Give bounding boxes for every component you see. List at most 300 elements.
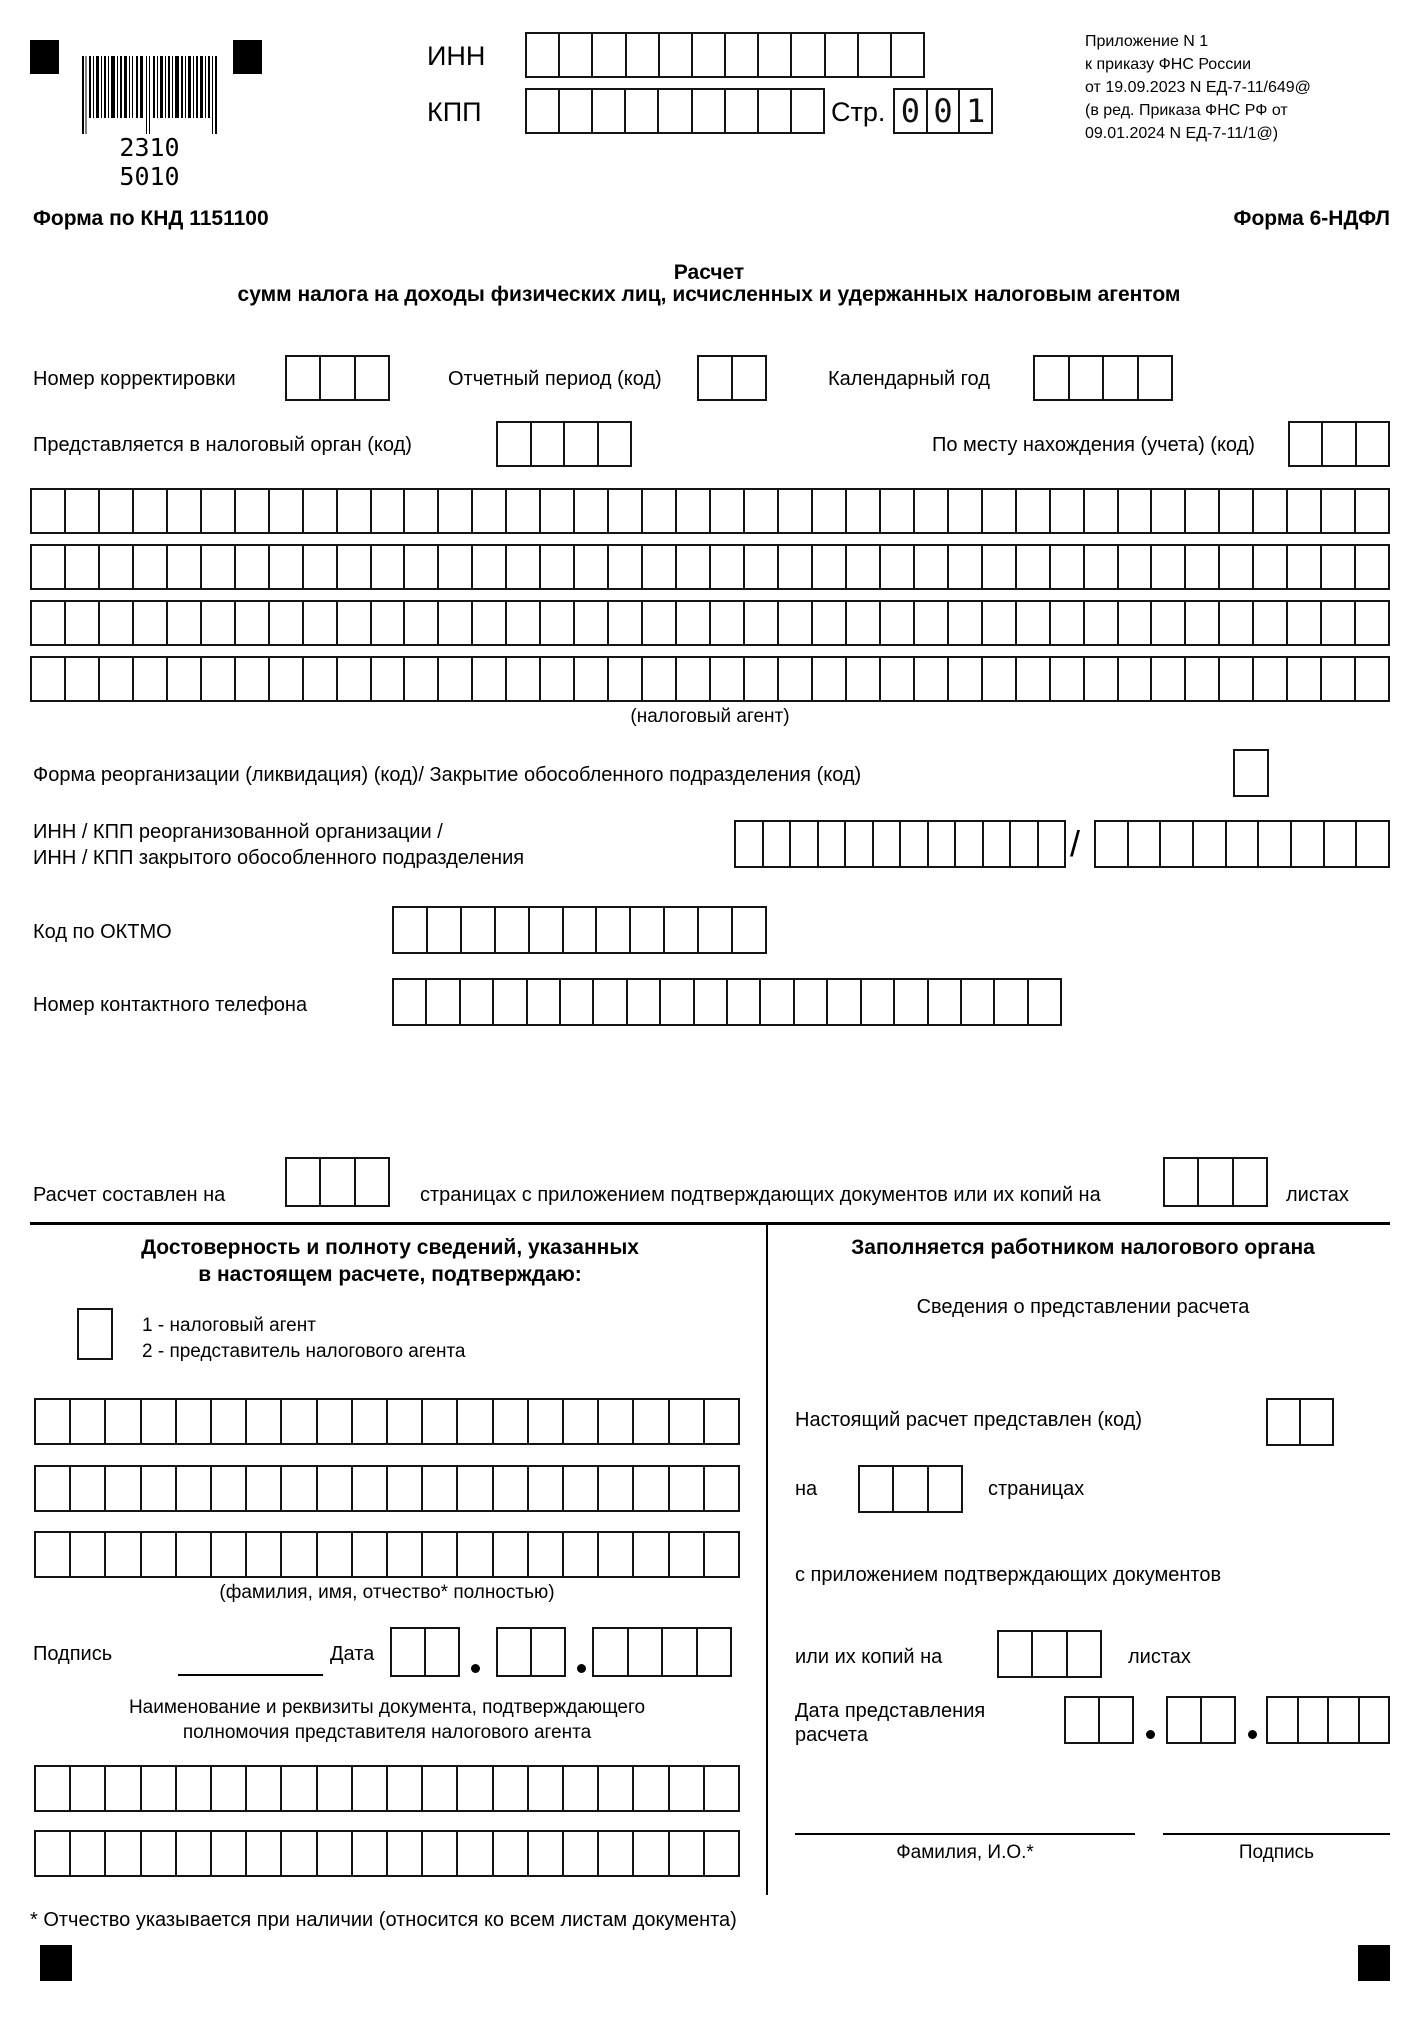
cell[interactable] <box>629 1629 664 1675</box>
cell[interactable] <box>1017 658 1051 700</box>
cell[interactable] <box>564 1832 599 1875</box>
cell[interactable] <box>892 34 923 76</box>
cell[interactable] <box>599 1533 634 1576</box>
cell[interactable] <box>507 658 541 700</box>
cell[interactable] <box>1288 658 1322 700</box>
cell[interactable] <box>881 546 915 588</box>
cell[interactable] <box>1299 1698 1330 1742</box>
cell[interactable] <box>168 546 202 588</box>
cell[interactable] <box>202 490 236 532</box>
cell[interactable] <box>353 1832 388 1875</box>
cell[interactable] <box>564 1767 599 1810</box>
cell[interactable] <box>929 980 962 1024</box>
cell[interactable] <box>427 980 460 1024</box>
cell[interactable] <box>32 658 66 700</box>
cell[interactable] <box>530 908 564 952</box>
cell[interactable] <box>1186 602 1220 644</box>
cell[interactable] <box>983 658 1017 700</box>
cell[interactable] <box>860 1467 894 1511</box>
cell[interactable] <box>995 980 1028 1024</box>
cell[interactable] <box>79 1310 111 1358</box>
cell[interactable] <box>71 1467 106 1510</box>
cell[interactable] <box>247 1400 282 1443</box>
cell[interactable] <box>507 546 541 588</box>
cell[interactable] <box>142 1832 177 1875</box>
cell[interactable] <box>338 490 372 532</box>
cell[interactable] <box>705 1400 738 1443</box>
cell[interactable] <box>1129 822 1162 866</box>
cell[interactable] <box>494 980 527 1024</box>
cell[interactable] <box>564 1400 599 1443</box>
cell[interactable] <box>1356 602 1388 644</box>
cell[interactable] <box>561 980 594 1024</box>
cell[interactable] <box>745 658 779 700</box>
cell[interactable] <box>1290 423 1323 465</box>
cell[interactable] <box>202 602 236 644</box>
cell[interactable] <box>1051 490 1085 532</box>
cell[interactable] <box>439 602 473 644</box>
cell[interactable] <box>282 1832 317 1875</box>
cell[interactable] <box>1357 822 1388 866</box>
cell[interactable] <box>134 490 168 532</box>
cell[interactable] <box>439 658 473 700</box>
cell[interactable] <box>372 602 406 644</box>
cell[interactable] <box>1152 490 1186 532</box>
cell[interactable] <box>1268 1400 1301 1444</box>
cell[interactable] <box>458 1767 493 1810</box>
cell[interactable] <box>1234 1159 1266 1205</box>
cell[interactable] <box>795 980 828 1024</box>
cell[interactable]: 0 <box>895 90 928 132</box>
cell[interactable] <box>1070 357 1105 399</box>
cell[interactable] <box>695 980 728 1024</box>
cell[interactable] <box>705 1533 738 1576</box>
cell[interactable] <box>247 1533 282 1576</box>
cell[interactable] <box>405 602 439 644</box>
cell[interactable] <box>705 1767 738 1810</box>
cell[interactable] <box>593 90 626 132</box>
cell[interactable] <box>983 602 1017 644</box>
cell[interactable] <box>270 658 304 700</box>
cell[interactable] <box>670 1832 705 1875</box>
cell[interactable] <box>745 490 779 532</box>
cell[interactable] <box>745 546 779 588</box>
cell[interactable] <box>1322 490 1356 532</box>
cell[interactable] <box>392 1629 426 1675</box>
cell[interactable] <box>66 658 100 700</box>
cell[interactable] <box>759 34 792 76</box>
cell[interactable] <box>236 546 270 588</box>
cell[interactable] <box>212 1467 247 1510</box>
cell[interactable] <box>426 1629 458 1675</box>
cell[interactable] <box>338 546 372 588</box>
cell[interactable] <box>1360 1698 1389 1742</box>
cell[interactable] <box>36 1467 71 1510</box>
cell[interactable] <box>575 602 609 644</box>
cell[interactable] <box>1011 822 1039 866</box>
cell[interactable] <box>177 1467 212 1510</box>
cell[interactable] <box>847 658 881 700</box>
cell[interactable] <box>318 1400 353 1443</box>
cell[interactable] <box>168 658 202 700</box>
cell[interactable] <box>372 546 406 588</box>
cell[interactable] <box>659 90 692 132</box>
cell[interactable] <box>353 1400 388 1443</box>
cell[interactable] <box>32 490 66 532</box>
cell[interactable] <box>66 602 100 644</box>
cell[interactable] <box>779 490 813 532</box>
cell[interactable] <box>304 658 338 700</box>
cell[interactable] <box>423 1400 458 1443</box>
cell[interactable] <box>236 602 270 644</box>
cell[interactable] <box>36 1832 71 1875</box>
cell[interactable] <box>458 1832 493 1875</box>
cell[interactable] <box>660 34 693 76</box>
cell[interactable] <box>736 822 764 866</box>
signature-line[interactable] <box>178 1674 323 1676</box>
cell[interactable] <box>439 490 473 532</box>
cell[interactable] <box>353 1767 388 1810</box>
cell[interactable] <box>631 908 665 952</box>
cell[interactable] <box>1186 546 1220 588</box>
cell[interactable] <box>1051 546 1085 588</box>
cell[interactable] <box>983 490 1017 532</box>
cell[interactable] <box>100 490 134 532</box>
cell[interactable] <box>321 357 355 399</box>
cell[interactable] <box>609 490 643 532</box>
cell[interactable] <box>575 658 609 700</box>
cell[interactable] <box>177 1832 212 1875</box>
cell[interactable] <box>353 1467 388 1510</box>
cell[interactable] <box>564 1467 599 1510</box>
cell[interactable] <box>1033 1632 1067 1676</box>
cell[interactable] <box>643 602 677 644</box>
cell[interactable] <box>71 1767 106 1810</box>
cell[interactable] <box>142 1767 177 1810</box>
cell[interactable] <box>458 1400 493 1443</box>
cell[interactable] <box>529 1767 564 1810</box>
cell[interactable] <box>1165 1159 1199 1205</box>
cell[interactable] <box>813 490 847 532</box>
cell[interactable] <box>929 822 957 866</box>
cell[interactable] <box>915 658 949 700</box>
cell[interactable] <box>236 490 270 532</box>
cell[interactable] <box>1254 490 1288 532</box>
cell[interactable] <box>439 546 473 588</box>
cell[interactable] <box>560 34 593 76</box>
cell[interactable] <box>564 1533 599 1576</box>
cell[interactable] <box>677 602 711 644</box>
cell[interactable] <box>599 1400 634 1443</box>
cell[interactable] <box>168 602 202 644</box>
cell[interactable] <box>498 423 532 465</box>
cell[interactable] <box>106 1467 141 1510</box>
cell[interactable] <box>473 602 507 644</box>
cell[interactable] <box>270 546 304 588</box>
cell[interactable] <box>1119 490 1153 532</box>
cell[interactable] <box>423 1533 458 1576</box>
cell[interactable] <box>643 490 677 532</box>
cell[interactable] <box>1288 602 1322 644</box>
cell[interactable] <box>1100 1698 1132 1742</box>
cell[interactable] <box>532 1629 564 1675</box>
cell[interactable] <box>1356 490 1388 532</box>
cell[interactable] <box>423 1832 458 1875</box>
cell[interactable] <box>634 1533 669 1576</box>
cell[interactable] <box>527 34 560 76</box>
cell[interactable] <box>764 822 792 866</box>
cell[interactable] <box>36 1767 71 1810</box>
cell[interactable] <box>1292 822 1325 866</box>
cell[interactable] <box>388 1467 423 1510</box>
cell[interactable] <box>609 602 643 644</box>
cell[interactable] <box>1199 1159 1233 1205</box>
cell[interactable] <box>282 1533 317 1576</box>
cell[interactable] <box>1085 546 1119 588</box>
cell[interactable] <box>541 490 575 532</box>
cell[interactable] <box>1288 490 1322 532</box>
cell[interactable] <box>1186 490 1220 532</box>
cell[interactable] <box>423 1767 458 1810</box>
cell[interactable] <box>1119 602 1153 644</box>
cell[interactable] <box>560 90 593 132</box>
cell[interactable] <box>711 658 745 700</box>
cell[interactable] <box>338 658 372 700</box>
cell[interactable] <box>1254 602 1288 644</box>
cell[interactable] <box>901 822 929 866</box>
cell[interactable] <box>792 90 823 132</box>
cell[interactable] <box>473 490 507 532</box>
cell[interactable] <box>36 1533 71 1576</box>
cell[interactable] <box>287 1159 321 1205</box>
cell[interactable] <box>212 1767 247 1810</box>
cell[interactable] <box>634 1832 669 1875</box>
cell[interactable] <box>593 34 626 76</box>
cell[interactable] <box>507 490 541 532</box>
cell[interactable] <box>494 1533 529 1576</box>
cell[interactable] <box>705 1832 738 1875</box>
cell[interactable] <box>142 1467 177 1510</box>
cell[interactable] <box>1235 751 1267 795</box>
cell[interactable] <box>304 546 338 588</box>
cell[interactable] <box>423 1467 458 1510</box>
cell[interactable] <box>779 658 813 700</box>
cell[interactable] <box>949 490 983 532</box>
cell[interactable] <box>956 822 984 866</box>
cell[interactable] <box>247 1467 282 1510</box>
cell[interactable] <box>338 602 372 644</box>
cell[interactable] <box>321 1159 355 1205</box>
cell[interactable] <box>698 1629 731 1675</box>
cell[interactable] <box>66 546 100 588</box>
cell[interactable] <box>106 1832 141 1875</box>
cell[interactable] <box>461 980 494 1024</box>
cell[interactable] <box>677 658 711 700</box>
cell[interactable] <box>1085 490 1119 532</box>
cell[interactable] <box>1017 490 1051 532</box>
cell[interactable] <box>999 1632 1033 1676</box>
cell[interactable] <box>458 1533 493 1576</box>
cell[interactable] <box>247 1767 282 1810</box>
cell[interactable] <box>496 908 530 952</box>
cell[interactable] <box>177 1767 212 1810</box>
cell[interactable] <box>1259 822 1292 866</box>
cell[interactable] <box>1220 602 1254 644</box>
cell[interactable] <box>318 1767 353 1810</box>
cell[interactable] <box>1051 602 1085 644</box>
cell[interactable] <box>726 90 759 132</box>
cell[interactable] <box>106 1767 141 1810</box>
cell[interactable] <box>881 490 915 532</box>
cell[interactable] <box>813 602 847 644</box>
cell[interactable] <box>71 1400 106 1443</box>
cell[interactable] <box>847 490 881 532</box>
cell[interactable] <box>134 546 168 588</box>
cell[interactable] <box>1168 1698 1202 1742</box>
cell[interactable] <box>1066 1698 1100 1742</box>
cell[interactable] <box>594 980 627 1024</box>
cell[interactable] <box>1322 658 1356 700</box>
cell[interactable] <box>32 546 66 588</box>
cell[interactable] <box>859 34 892 76</box>
cell[interactable] <box>394 980 427 1024</box>
cell[interactable] <box>494 1767 529 1810</box>
cell[interactable] <box>1139 357 1172 399</box>
cell[interactable] <box>597 908 631 952</box>
cell[interactable] <box>494 1467 529 1510</box>
cell[interactable] <box>270 602 304 644</box>
cell[interactable] <box>66 490 100 532</box>
cell[interactable] <box>498 1629 532 1675</box>
cell[interactable] <box>1161 822 1194 866</box>
cell[interactable] <box>1357 423 1388 465</box>
cell[interactable] <box>318 1467 353 1510</box>
cell[interactable] <box>1325 822 1358 866</box>
cell[interactable] <box>1220 546 1254 588</box>
cell[interactable] <box>634 1467 669 1510</box>
cell[interactable] <box>779 546 813 588</box>
cell[interactable] <box>847 546 881 588</box>
cell[interactable] <box>628 980 661 1024</box>
cell[interactable] <box>915 602 949 644</box>
cell[interactable] <box>881 658 915 700</box>
cell[interactable] <box>202 658 236 700</box>
cell[interactable] <box>532 423 566 465</box>
cell[interactable] <box>1254 546 1288 588</box>
cell[interactable] <box>405 546 439 588</box>
cell[interactable] <box>949 658 983 700</box>
cell[interactable] <box>699 357 733 399</box>
cell[interactable] <box>405 658 439 700</box>
cell[interactable] <box>529 1467 564 1510</box>
cell[interactable] <box>100 658 134 700</box>
cell[interactable] <box>1288 546 1322 588</box>
cell[interactable] <box>792 34 825 76</box>
cell[interactable] <box>304 602 338 644</box>
cell[interactable] <box>473 658 507 700</box>
cell[interactable] <box>106 1400 141 1443</box>
cell[interactable] <box>212 1832 247 1875</box>
cell[interactable] <box>356 1159 388 1205</box>
cell[interactable] <box>36 1400 71 1443</box>
cell[interactable] <box>1220 658 1254 700</box>
cell[interactable] <box>779 602 813 644</box>
cell[interactable] <box>915 546 949 588</box>
cell[interactable] <box>599 1767 634 1810</box>
cell[interactable] <box>599 1832 634 1875</box>
cell[interactable] <box>962 980 995 1024</box>
cell[interactable] <box>541 658 575 700</box>
cell[interactable] <box>529 1832 564 1875</box>
cell[interactable] <box>711 490 745 532</box>
cell[interactable] <box>826 34 859 76</box>
cell[interactable] <box>1227 822 1260 866</box>
cell[interactable] <box>847 602 881 644</box>
cell[interactable] <box>1152 546 1186 588</box>
cell[interactable] <box>705 1467 738 1510</box>
cell[interactable] <box>726 34 759 76</box>
cell[interactable] <box>177 1400 212 1443</box>
cell[interactable] <box>270 490 304 532</box>
cell[interactable] <box>599 423 631 465</box>
cell[interactable] <box>575 490 609 532</box>
cell[interactable] <box>212 1533 247 1576</box>
cell[interactable] <box>168 490 202 532</box>
cell[interactable] <box>428 908 462 952</box>
cell[interactable] <box>282 1767 317 1810</box>
cell[interactable] <box>1322 602 1356 644</box>
cell[interactable] <box>761 980 794 1024</box>
cell[interactable] <box>599 1467 634 1510</box>
cell[interactable] <box>202 546 236 588</box>
cell[interactable] <box>527 90 560 132</box>
cell[interactable] <box>663 1629 698 1675</box>
cell[interactable] <box>388 1533 423 1576</box>
cell[interactable] <box>627 34 660 76</box>
cell[interactable] <box>1035 357 1070 399</box>
cell[interactable] <box>894 1467 928 1511</box>
cell[interactable] <box>1085 658 1119 700</box>
cell[interactable] <box>212 1400 247 1443</box>
cell[interactable] <box>458 1467 493 1510</box>
cell[interactable] <box>949 602 983 644</box>
cell[interactable] <box>983 546 1017 588</box>
cell[interactable] <box>670 1467 705 1510</box>
cell[interactable] <box>575 546 609 588</box>
cell[interactable] <box>1085 602 1119 644</box>
cell[interactable] <box>711 602 745 644</box>
cell[interactable] <box>353 1533 388 1576</box>
cell[interactable] <box>949 546 983 588</box>
cell[interactable] <box>394 908 428 952</box>
official-signature-line[interactable] <box>1163 1833 1390 1835</box>
cell[interactable] <box>134 602 168 644</box>
cell[interactable] <box>1068 1632 1100 1676</box>
cell[interactable] <box>874 822 902 866</box>
cell[interactable] <box>862 980 895 1024</box>
cell[interactable] <box>813 546 847 588</box>
cell[interactable] <box>915 490 949 532</box>
cell[interactable] <box>895 980 928 1024</box>
cell[interactable] <box>745 602 779 644</box>
cell[interactable] <box>626 90 659 132</box>
cell[interactable] <box>1051 658 1085 700</box>
cell[interactable] <box>699 908 733 952</box>
cell[interactable] <box>711 546 745 588</box>
cell[interactable] <box>846 822 874 866</box>
cell[interactable] <box>634 1400 669 1443</box>
cell[interactable] <box>388 1767 423 1810</box>
